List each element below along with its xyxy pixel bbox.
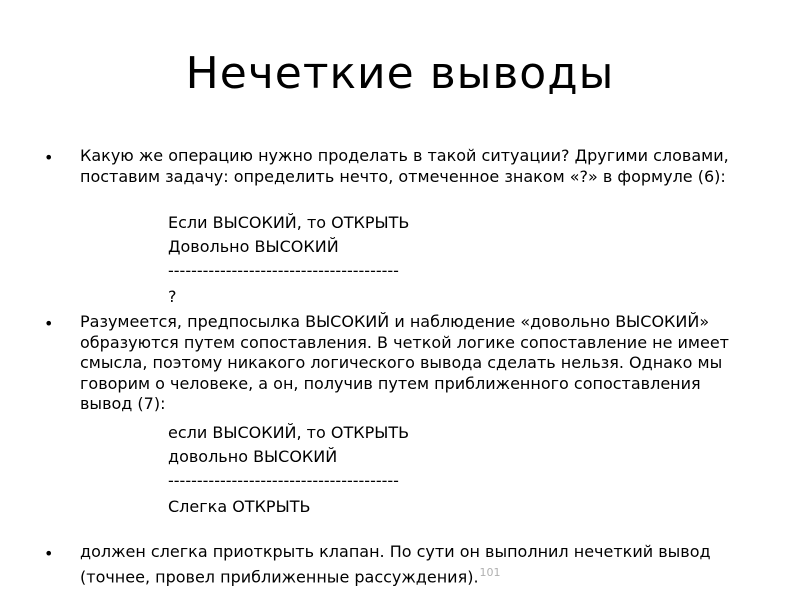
- paragraph-question: Какую же операцию нужно проделать в такой ситуации? Другими словами, поставим задачу: определить нечто, отмеченное знаком «?» в формуле (6):: [80, 146, 729, 186]
- page-number: 101: [479, 565, 501, 579]
- formula6-separator: ----------------------------------------: [168, 261, 399, 280]
- bullet-icon: •: [44, 544, 54, 563]
- paragraph-conclusion: [80, 542, 740, 588]
- formula6-result: ?: [168, 287, 177, 306]
- conclusion-text: должен слегка приоткрыть клапан. По сути он выполнил нечеткий вывод (точнее, провел приближенные рассуждения).: [80, 542, 711, 586]
- formula6-observation: Довольно ВЫСОКИЙ: [168, 237, 339, 256]
- paragraph-explanation: Разумеется, предпосылка ВЫСОКИЙ и наблюдение «довольно ВЫСОКИЙ» образуются путем сопоставления. В четкой логике сопоставление не имеет смысла, поэтому никакого логического вывода сделать нельзя. Однако мы говорим о человеке, а он, получив путем приближенного сопоставления вывод (7):: [80, 312, 729, 414]
- bullet-icon: •: [44, 148, 54, 167]
- slide-title: Нечеткие выводы: [185, 48, 615, 99]
- bullet-icon: •: [44, 314, 54, 333]
- formula6-rule: Если ВЫСОКИЙ, то ОТКРЫТЬ: [168, 213, 410, 232]
- formula7-result: Слегка ОТКРЫТЬ: [168, 497, 311, 516]
- formula7-observation: довольно ВЫСОКИЙ: [168, 447, 338, 466]
- formula7-rule: если ВЫСОКИЙ, то ОТКРЫТЬ: [168, 423, 410, 442]
- formula7-separator: ----------------------------------------: [168, 471, 399, 490]
